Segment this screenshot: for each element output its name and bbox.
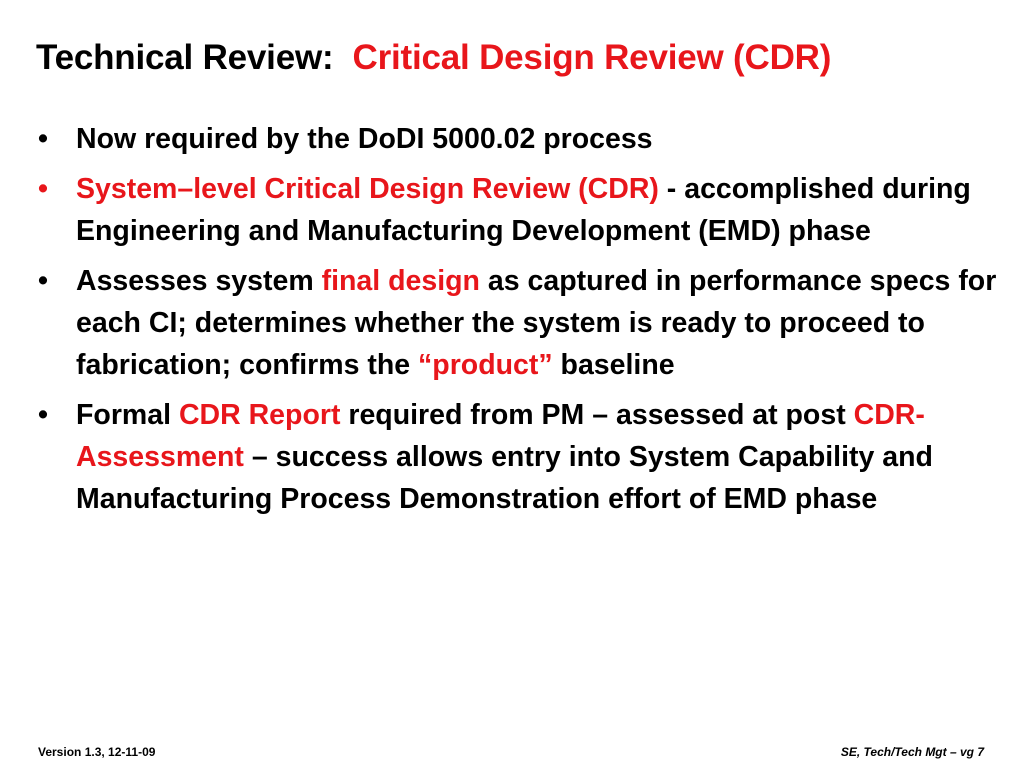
bullet-text: as captured in performance specs for each CI; determines whether the system is ready to proceed to fabrication; confirms the xyxy=(76,265,997,381)
bullet-highlight-text: CDR-Assessment xyxy=(76,399,925,473)
bullet-highlight-text: “product” xyxy=(418,349,553,381)
bullet-text: Formal xyxy=(76,399,179,431)
bullet-list xyxy=(38,118,998,528)
bullet-text: – success allows entry into System Capability and Manufacturing Process Demonstration effort of EMD phase xyxy=(76,441,933,515)
bullet-item xyxy=(38,168,998,252)
bullet-dot-icon: • xyxy=(38,399,48,431)
bullet-highlight-text: CDR Report xyxy=(178,399,341,431)
bullet-text: - accomplished during Engineering and Manufacturing Development (EMD) phase xyxy=(76,173,971,247)
bullet-dot-icon: • xyxy=(38,173,48,205)
bullet-item xyxy=(38,118,998,160)
bullet-text: Now required by the DoDI 5000.02 process xyxy=(76,123,653,155)
bullet-dot-icon: • xyxy=(38,265,48,297)
bullet-highlight-text: System–level Critical Design Review (CDR) xyxy=(76,173,659,205)
bullet-dot-icon: • xyxy=(38,123,48,155)
footer-version: Version 1.3, 12-11-09 xyxy=(38,745,156,759)
bullet-highlight-text: final design xyxy=(321,265,480,297)
bullet-text: baseline xyxy=(552,349,675,381)
bullet-item xyxy=(38,394,998,520)
bullet-item xyxy=(38,260,998,386)
bullet-text: Assesses system xyxy=(76,265,322,297)
bullet-text: required from PM – assessed at post xyxy=(340,399,854,431)
title-prefix: Technical Review: xyxy=(36,38,334,77)
title-highlight: Critical Design Review (CDR) xyxy=(352,38,832,77)
slide-title xyxy=(36,36,831,80)
footer-slide-ref: SE, Tech/Tech Mgt – vg 7 xyxy=(840,745,984,759)
